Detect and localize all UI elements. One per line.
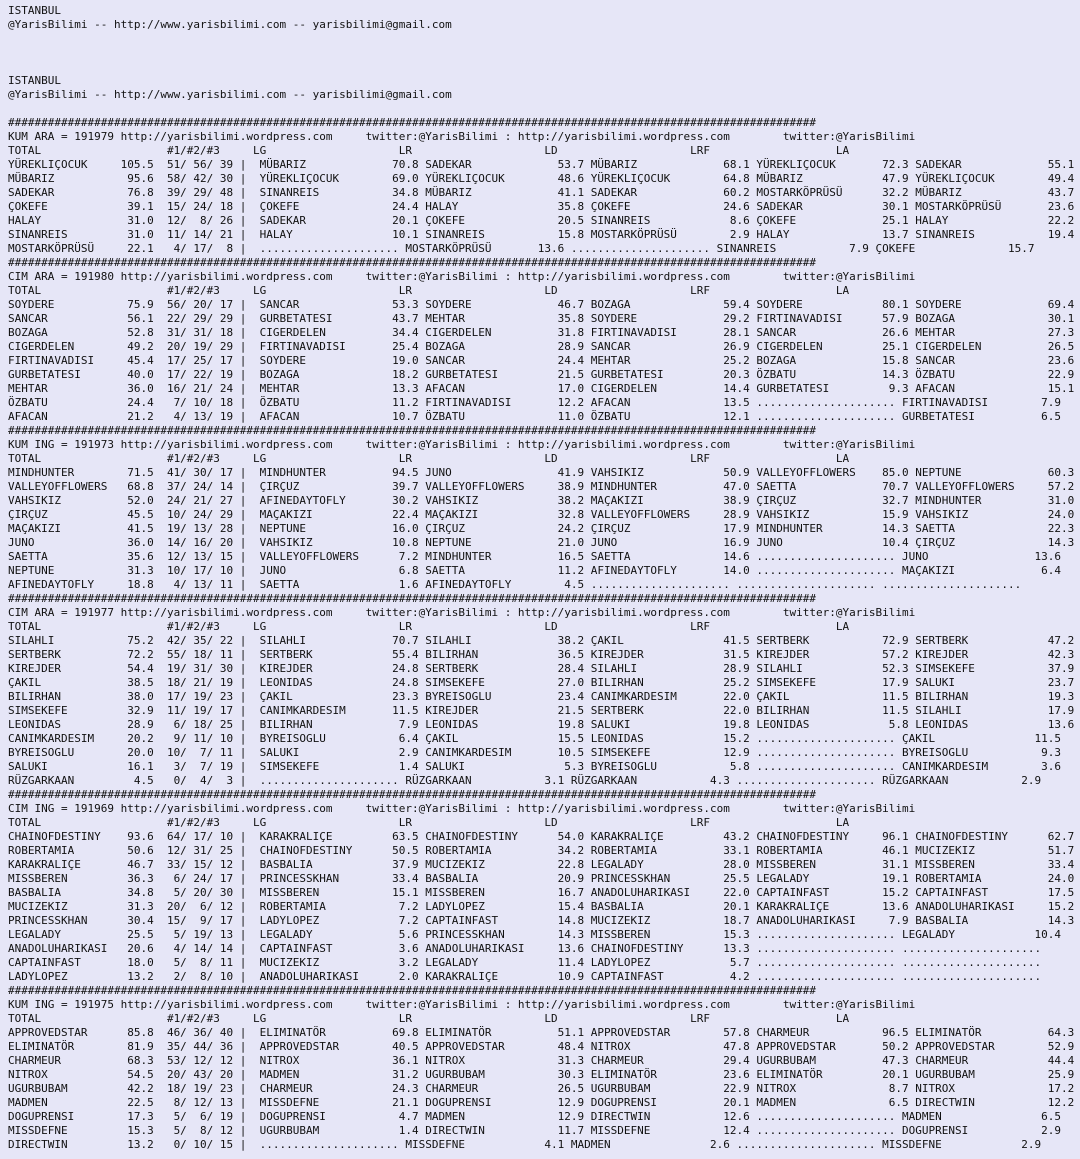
report-line: CHAINOFDESTINY 93.6 64/ 17/ 10 | KARAKRALIÇE 63.5 CHAINOFDESTINY 54.0 KARAKRALIÇE 43.2 CHAINOFDESTINY 96.1 CHAINOFDESTINY 62.7 — [8, 830, 1075, 843]
report-line: JUNO 36.0 14/ 16/ 20 | VAHSIKIZ 10.8 NEPTUNE 21.0 JUNO 16.9 JUNO 10.4 ÇIRÇUZ 14.3 — [8, 536, 1075, 549]
report-line: LEGALADY 25.5 5/ 19/ 13 | LEGALADY 5.6 PRINCESSKHAN 14.3 MISSBEREN 15.3 ..................... LEGALADY 10.4 — [8, 928, 1061, 941]
report-line: HALAY 31.0 12/ 8/ 26 | SADEKAR 20.1 ÇOKEFE 20.5 SINANREIS 8.6 ÇOKEFE 25.1 HALAY 22.2 — [8, 214, 1075, 227]
report-line: YÜREKLIÇOCUK 105.5 51/ 56/ 39 | MÜBARIZ 70.8 SADEKAR 53.7 MÜBARIZ 68.1 YÜREKLIÇOCUK 72.3 SADEKAR 55.1 — [8, 158, 1075, 171]
report-line: APPROVEDSTAR 85.8 46/ 36/ 40 | ELIMINATÖR 69.8 ELIMINATÖR 51.1 APPROVEDSTAR 57.8 CHARMEUR 96.5 ELIMINATÖR 64.3 — [8, 1026, 1075, 1039]
report-line — [0, 32, 1080, 46]
report-line: KARAKRALIÇE 46.7 33/ 15/ 12 | BASBALIA 37.9 MUCIZEKIZ 22.8 LEGALADY 28.0 MISSBEREN 31.1 MISSBEREN 33.4 — [8, 858, 1075, 871]
report-line: ########################################################################################################################## — [8, 116, 816, 129]
report-line: @YarisBilimi -- http://www.yarisbilimi.com -- yarisbilimi@gmail.com — [8, 88, 452, 101]
report-line: AFINEDAYTOFLY 18.8 4/ 13/ 11 | SAETTA 1.6 AFINEDAYTOFLY 4.5 ..................... ..................... ..................... — [8, 578, 1022, 591]
report-line: ISTANBUL — [8, 74, 61, 87]
report-line: UGURBUBAM 42.2 18/ 19/ 23 | CHARMEUR 24.3 CHARMEUR 26.5 UGURBUBAM 22.9 NITROX 8.7 NITROX 17.2 — [8, 1082, 1075, 1095]
report-line: MAÇAKIZI 41.5 19/ 13/ 28 | NEPTUNE 16.0 ÇIRÇUZ 24.2 ÇIRÇUZ 17.9 MINDHUNTER 14.3 SAETTA 22.3 — [8, 522, 1075, 535]
report-line: MOSTARKÖPRÜSÜ 22.1 4/ 17/ 8 | ..................... MOSTARKÖPRÜSÜ 13.6 ..................... SINANREIS 7.9 ÇOKEFE 15.7 — [8, 242, 1035, 255]
report-line: ########################################################################################################################## — [8, 592, 816, 605]
report-line: VAHSIKIZ 52.0 24/ 21/ 27 | AFINEDAYTOFLY 30.2 VAHSIKIZ 38.2 MAÇAKIZI 38.9 ÇIRÇUZ 32.7 MINDHUNTER 31.0 — [8, 494, 1075, 507]
report-line: BOZAGA 52.8 31/ 31/ 18 | CIGERDELEN 34.4 CIGERDELEN 31.8 FIRTINAVADISI 28.1 SANCAR 26.6 MEHTAR 27.3 — [8, 326, 1075, 339]
report-line: MUCIZEKIZ 31.3 20/ 6/ 12 | ROBERTAMIA 7.2 LADYLOPEZ 15.4 BASBALIA 20.1 KARAKRALIÇE 13.6 ANADOLUHARIKASI 15.2 — [8, 900, 1075, 913]
report-line: ########################################################################################################################## — [8, 788, 816, 801]
report-line: ISTANBUL — [8, 4, 61, 17]
report-line: MÜBARIZ 95.6 58/ 42/ 30 | YÜREKLIÇOCUK 69.0 YÜREKLIÇOCUK 48.6 YÜREKLIÇOCUK 64.8 MÜBARIZ 47.9 YÜREKLIÇOCUK 49.4 — [8, 172, 1075, 185]
report-line: SADEKAR 76.8 39/ 29/ 48 | SINANREIS 34.8 MÜBARIZ 41.1 SADEKAR 60.2 MOSTARKÖPRÜSÜ 32.2 MÜBARIZ 43.7 — [8, 186, 1075, 199]
report-line: TOTAL #1/#2/#3 LG LR LD LRF LA — [8, 284, 850, 297]
report-line: ÇOKEFE 39.1 15/ 24/ 18 | ÇOKEFE 24.4 HALAY 35.8 ÇOKEFE 24.6 SADEKAR 30.1 MOSTARKÖPRÜSÜ 23.6 — [8, 200, 1075, 213]
report-line: SANCAR 56.1 22/ 29/ 29 | GURBETATESI 43.7 MEHTAR 35.8 SOYDERE 29.2 FIRTINAVADISI 57.9 BOZAGA 30.1 — [8, 312, 1075, 325]
report-line: ANADOLUHARIKASI 20.6 4/ 14/ 14 | CAPTAINFAST 3.6 ANADOLUHARIKASI 13.6 CHAINOFDESTINY 13.3 ..................... ..................... — [8, 942, 1042, 955]
report-line: NEPTUNE 31.3 10/ 17/ 10 | JUNO 6.8 SAETTA 11.2 AFINEDAYTOFLY 14.0 ..................... MAÇAKIZI 6.4 — [8, 564, 1061, 577]
report-line: AFACAN 21.2 4/ 13/ 19 | AFACAN 10.7 ÖZBATU 11.0 ÖZBATU 12.1 ..................... GURBETATESI 6.5 — [8, 410, 1061, 423]
report-line: ELIMINATÖR 81.9 35/ 44/ 36 | APPROVEDSTAR 40.5 APPROVEDSTAR 48.4 NITROX 47.8 APPROVEDSTAR 50.2 APPROVEDSTAR 52.9 — [8, 1040, 1075, 1053]
report-line — [0, 60, 1080, 74]
report-line: MEHTAR 36.0 16/ 21/ 24 | MEHTAR 13.3 AFACAN 17.0 CIGERDELEN 14.4 GURBETATESI 9.3 AFACAN 15.1 — [8, 382, 1075, 395]
report-line: CIM ING = 191969 http://yarisbilimi.wordpress.com twitter:@YarisBilimi : http://yarisbilimi.wordpress.com twitter:@YarisBilimi — [8, 802, 916, 815]
report-line: NITROX 54.5 20/ 43/ 20 | MADMEN 31.2 UGURBUBAM 30.3 ELIMINATÖR 23.6 ELIMINATÖR 20.1 UGURBUBAM 25.9 — [8, 1068, 1075, 1081]
report-line: GURBETATESI 40.0 17/ 22/ 19 | BOZAGA 18.2 GURBETATESI 21.5 GURBETATESI 20.3 ÖZBATU 14.3 ÖZBATU 22.9 — [8, 368, 1075, 381]
report-line: SINANREIS 31.0 11/ 14/ 21 | HALAY 10.1 SINANREIS 15.8 MOSTARKÖPRÜSÜ 2.9 HALAY 13.7 SINANREIS 19.4 — [8, 228, 1075, 241]
report-line — [0, 102, 1080, 116]
report-line: LEONIDAS 28.9 6/ 18/ 25 | BILIRHAN 7.9 LEONIDAS 19.8 SALUKI 19.8 LEONIDAS 5.8 LEONIDAS 13.6 — [8, 718, 1075, 731]
report-line: ########################################################################################################################## — [8, 424, 816, 437]
report-line: LADYLOPEZ 13.2 2/ 8/ 10 | ANADOLUHARIKASI 2.0 KARAKRALIÇE 10.9 CAPTAINFAST 4.2 ..................... ..................... — [8, 970, 1042, 983]
report-line: KUM ARA = 191979 http://yarisbilimi.wordpress.com twitter:@YarisBilimi : http://yarisbilimi.wordpress.com twitter:@YarisBilimi — [8, 130, 916, 143]
report-line: TOTAL #1/#2/#3 LG LR LD LRF LA — [8, 1012, 850, 1025]
report-line: PRINCESSKHAN 30.4 15/ 9/ 17 | LADYLOPEZ 7.2 CAPTAINFAST 14.8 MUCIZEKIZ 18.7 ANADOLUHARIKASI 7.9 BASBALIA 14.3 — [8, 914, 1075, 927]
report-line: KIREJDER 54.4 19/ 31/ 30 | KIREJDER 24.8 SERTBERK 28.4 SILAHLI 28.9 SILAHLI 52.3 SIMSEKEFE 37.9 — [8, 662, 1075, 675]
report-line: SERTBERK 72.2 55/ 18/ 11 | SERTBERK 55.4 BILIRHAN 36.5 KIREJDER 31.5 KIREJDER 57.2 KIREJDER 42.3 — [8, 648, 1075, 661]
report-line: RÜZGARKAAN 4.5 0/ 4/ 3 | ..................... RÜZGARKAAN 3.1 RÜZGARKAAN 4.3 ..................... RÜZGARKAAN 2.9 — [8, 774, 1042, 787]
report-line: MADMEN 22.5 8/ 12/ 13 | MISSDEFNE 21.1 DOGUPRENSI 12.9 DOGUPRENSI 20.1 MADMEN 6.5 DIRECTWIN 12.2 — [8, 1096, 1075, 1109]
report-line: BYREISOGLU 20.0 10/ 7/ 11 | SALUKI 2.9 CANIMKARDESIM 10.5 SIMSEKEFE 12.9 ..................... BYREISOGLU 9.3 — [8, 746, 1061, 759]
report-line: SOYDERE 75.9 56/ 20/ 17 | SANCAR 53.3 SOYDERE 46.7 BOZAGA 59.4 SOYDERE 80.1 SOYDERE 69.4 — [8, 298, 1075, 311]
report-line: ########################################################################################################################## — [8, 256, 816, 269]
report-line: MINDHUNTER 71.5 41/ 30/ 17 | MINDHUNTER 94.5 JUNO 41.9 VAHSIKIZ 50.9 VALLEYOFFLOWERS 85.0 NEPTUNE 60.3 — [8, 466, 1075, 479]
report-line: TOTAL #1/#2/#3 LG LR LD LRF LA — [8, 144, 850, 157]
report-line: ÇIRÇUZ 45.5 10/ 24/ 29 | MAÇAKIZI 22.4 MAÇAKIZI 32.8 VALLEYOFFLOWERS 28.9 VAHSIKIZ 15.9 VAHSIKIZ 24.0 — [8, 508, 1075, 521]
report-line: TOTAL #1/#2/#3 LG LR LD LRF LA — [8, 452, 850, 465]
report-line: SIMSEKEFE 32.9 11/ 19/ 17 | CANIMKARDESIM 11.5 KIREJDER 21.5 SERTBERK 22.0 BILIRHAN 11.5 SILAHLI 17.9 — [8, 704, 1075, 717]
report-line: CAPTAINFAST 18.0 5/ 8/ 11 | MUCIZEKIZ 3.2 LEGALADY 11.4 LADYLOPEZ 5.7 ..................... ..................... — [8, 956, 1042, 969]
report-line: ÇAKIL 38.5 18/ 21/ 19 | LEONIDAS 24.8 SIMSEKEFE 27.0 BILIRHAN 25.2 SIMSEKEFE 17.9 SALUKI 23.7 — [8, 676, 1075, 689]
report-line: CIM ARA = 191977 http://yarisbilimi.wordpress.com twitter:@YarisBilimi : http://yarisbilimi.wordpress.com twitter:@YarisBilimi — [8, 606, 916, 619]
report-line: FIRTINAVADISI 45.4 17/ 25/ 17 | SOYDERE 19.0 SANCAR 24.4 MEHTAR 25.2 BOZAGA 15.8 SANCAR 23.6 — [8, 354, 1075, 367]
report-line: DOGUPRENSI 17.3 5/ 6/ 19 | DOGUPRENSI 4.7 MADMEN 12.9 DIRECTWIN 12.6 ..................... MADMEN 6.5 — [8, 1110, 1061, 1123]
report-line: CIM ARA = 191980 http://yarisbilimi.wordpress.com twitter:@YarisBilimi : http://yarisbilimi.wordpress.com twitter:@YarisBilimi — [8, 270, 916, 283]
report-line — [0, 46, 1080, 60]
report-line: CIGERDELEN 49.2 20/ 19/ 29 | FIRTINAVADISI 25.4 BOZAGA 28.9 SANCAR 26.9 CIGERDELEN 25.1 CIGERDELEN 26.5 — [8, 340, 1075, 353]
report-line: SAETTA 35.6 12/ 13/ 15 | VALLEYOFFLOWERS 7.2 MINDHUNTER 16.5 SAETTA 14.6 ..................... JUNO 13.6 — [8, 550, 1061, 563]
report-line: CANIMKARDESIM 20.2 9/ 11/ 10 | BYREISOGLU 6.4 ÇAKIL 15.5 LEONIDAS 15.2 ..................... ÇAKIL 11.5 — [8, 732, 1061, 745]
report-line: MISSBEREN 36.3 6/ 24/ 17 | PRINCESSKHAN 33.4 BASBALIA 20.9 PRINCESSKHAN 25.5 LEGALADY 19.1 ROBERTAMIA 24.0 — [8, 872, 1075, 885]
report-line: ROBERTAMIA 50.6 12/ 31/ 25 | CHAINOFDESTINY 50.5 ROBERTAMIA 34.2 ROBERTAMIA 33.1 ROBERTAMIA 46.1 MUCIZEKIZ 51.7 — [8, 844, 1075, 857]
report-line: CHARMEUR 68.3 53/ 12/ 12 | NITROX 36.1 NITROX 31.3 CHARMEUR 29.4 UGURBUBAM 47.3 CHARMEUR 44.4 — [8, 1054, 1075, 1067]
report-line: ########################################################################################################################## — [8, 984, 816, 997]
report-line: MISSDEFNE 15.3 5/ 8/ 12 | UGURBUBAM 1.4 DIRECTWIN 11.7 MISSDEFNE 12.4 ..................... DOGUPRENSI 2.9 — [8, 1124, 1061, 1137]
report-line: DIRECTWIN 13.2 0/ 10/ 15 | ..................... MISSDEFNE 4.1 MADMEN 2.6 ..................... MISSDEFNE 2.9 — [8, 1138, 1042, 1151]
report-line: @YarisBilimi -- http://www.yarisbilimi.com -- yarisbilimi@gmail.com — [8, 18, 452, 31]
report-line: ÖZBATU 24.4 7/ 10/ 18 | ÖZBATU 11.2 FIRTINAVADISI 12.2 AFACAN 13.5 ..................... FIRTINAVADISI 7.9 — [8, 396, 1061, 409]
report-line: SILAHLI 75.2 42/ 35/ 22 | SILAHLI 70.7 SILAHLI 38.2 ÇAKIL 41.5 SERTBERK 72.9 SERTBERK 47.2 — [8, 634, 1075, 647]
report-line: TOTAL #1/#2/#3 LG LR LD LRF LA — [8, 816, 850, 829]
report-line: KUM ING = 191975 http://yarisbilimi.wordpress.com twitter:@YarisBilimi : http://yarisbilimi.wordpress.com twitter:@YarisBilimi — [8, 998, 916, 1011]
report-line: TOTAL #1/#2/#3 LG LR LD LRF LA — [8, 620, 850, 633]
report-line: VALLEYOFFLOWERS 68.8 37/ 24/ 14 | ÇIRÇUZ 39.7 VALLEYOFFLOWERS 38.9 MINDHUNTER 47.0 SAETTA 70.7 VALLEYOFFLOWERS 57.2 — [8, 480, 1075, 493]
report-line: KUM ING = 191973 http://yarisbilimi.wordpress.com twitter:@YarisBilimi : http://yarisbilimi.wordpress.com twitter:@YarisBilimi — [8, 438, 916, 451]
report-line: SALUKI 16.1 3/ 7/ 19 | SIMSEKEFE 1.4 SALUKI 5.3 BYREISOGLU 5.8 ..................... CANIMKARDESIM 3.6 — [8, 760, 1061, 773]
report-line: BILIRHAN 38.0 17/ 19/ 23 | ÇAKIL 23.3 BYREISOGLU 23.4 CANIMKARDESIM 22.0 ÇAKIL 11.5 BILIRHAN 19.3 — [8, 690, 1075, 703]
report-line: BASBALIA 34.8 5/ 20/ 30 | MISSBEREN 15.1 MISSBEREN 16.7 ANADOLUHARIKASI 22.0 CAPTAINFAST 15.2 CAPTAINFAST 17.5 — [8, 886, 1075, 899]
